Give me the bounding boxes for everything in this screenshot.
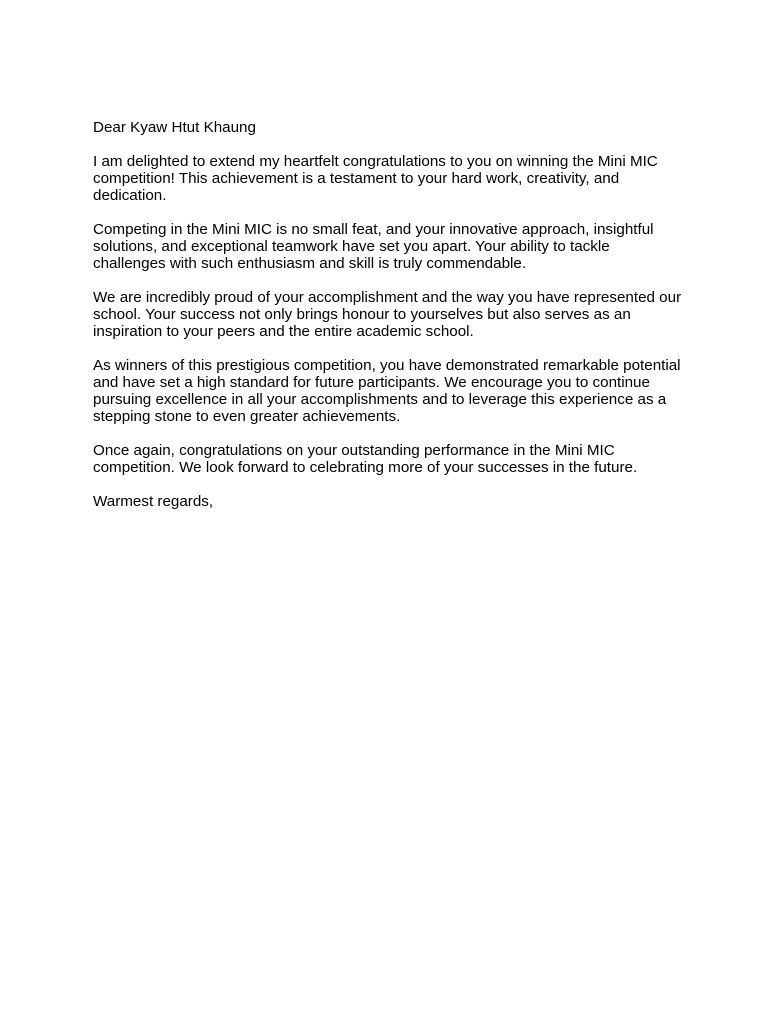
- letter-paragraph-2: Competing in the Mini MIC is no small feat, and your innovative approach, insightful solutions, and exceptional teamwork have set you apart. Your ability to tackle challenges with such enthusiasm and skill is truly commendable.: [93, 221, 654, 272]
- letter-paragraph-1: I am delighted to extend my heartfelt congratulations to you on winning the Mini MIC competition! This achievement is a testament to your hard work, creativity, and dedication.: [93, 153, 658, 204]
- letter-salutation: Dear Kyaw Htut Khaung: [93, 119, 256, 136]
- letter-paragraph-3: We are incredibly proud of your accomplishment and the way you have represented our school. Your success not only brings honour to yourselves but also serves as an inspiration to your peers and the entire academic school.: [93, 289, 682, 340]
- letter-paragraph-5: Once again, congratulations on your outstanding performance in the Mini MIC competition. We look forward to celebrating more of your successes in the future.: [93, 442, 638, 476]
- letter-closing: Warmest regards,: [93, 493, 214, 510]
- letter-body: [93, 119, 683, 527]
- letter-paragraph-4: As winners of this prestigious competition, you have demonstrated remarkable potential and have set a high standard for future participants. We encourage you to continue pursuing excellence in all your accomplishments and to leverage this experience as a stepping stone to even greater achievements.: [93, 357, 681, 425]
